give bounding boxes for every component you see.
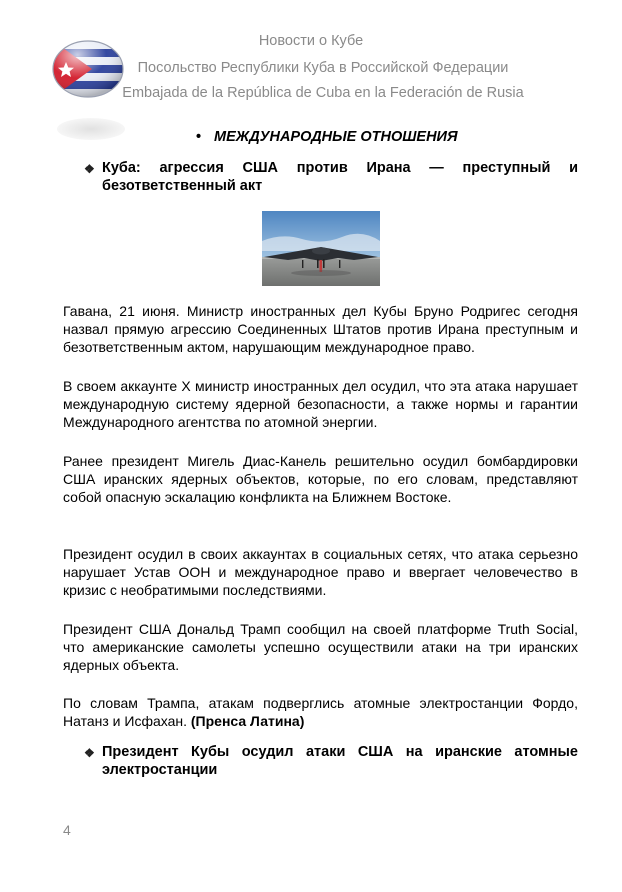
page-number: 4 (63, 822, 71, 838)
article-paragraph-final (63, 694, 578, 730)
article-paragraph: Президент США Дональд Трамп сообщил на своей платформе Truth Social, что американские самолеты успешно осуществили атаки на три иранских ядерных объекта. (63, 621, 578, 673)
paragraph-text: По словам Трампа, атакам подверглись атомные электростанции Фордо, Натанз и Исфахан. (63, 695, 578, 729)
source-credit: (Пренса Латина) (190, 713, 305, 729)
section-title: МЕЖДУНАРОДНЫЕ ОТНОШЕНИЯ (214, 129, 458, 145)
header-title: Новости о Кубе (258, 33, 364, 49)
logo-reflection (57, 118, 125, 140)
article-title-text: Куба: агрессия США против Ирана — преступный и безответственный акт (102, 160, 578, 194)
article-paragraph: Ранее президент Мигель Диас-Канель решительно осудил бомбардировки США иранских ядерных объектов, которые, по его словам, представляют собой опасную эскалацию конфликта на Ближнем Востоке. (63, 453, 578, 505)
article-paragraph: Президент осудил в своих аккаунтах в социальных сетях, что атака серьезно нарушает Устав ООН и международное право и ввергает человечество в кризис с необратимыми последствиями. (63, 546, 578, 598)
article-title-text: Президент Кубы осудил атаки США на иранские атомные электростанции (102, 744, 578, 778)
article-paragraph: Гавана, 21 июня. Министр иностранных дел Кубы Бруно Родригес сегодня назвал прямую агрессию Соединенных Штатов против Ирана преступным и безответственным актом, нарушающим международное право. (63, 303, 578, 355)
diamond-bullet-icon: ❖ (84, 162, 95, 176)
article-paragraph: В своем аккаунте X министр иностранных дел осудил, что эта атака нарушает международную систему ядерной безопасности, а также нормы и гарантии Международного агентства по атомной энергии. (63, 378, 578, 430)
header-embassy-es: Embajada de la República de Cuba en la Federación de Rusia (122, 85, 524, 101)
diamond-bullet-icon: ❖ (84, 746, 95, 760)
article-title-1 (84, 159, 578, 195)
bullet-icon: • (196, 129, 202, 145)
article-title-2 (84, 743, 578, 779)
stealth-bomber-photo (262, 211, 380, 286)
header-embassy-ru: Посольство Республики Куба в Российской Федерации (137, 60, 509, 76)
